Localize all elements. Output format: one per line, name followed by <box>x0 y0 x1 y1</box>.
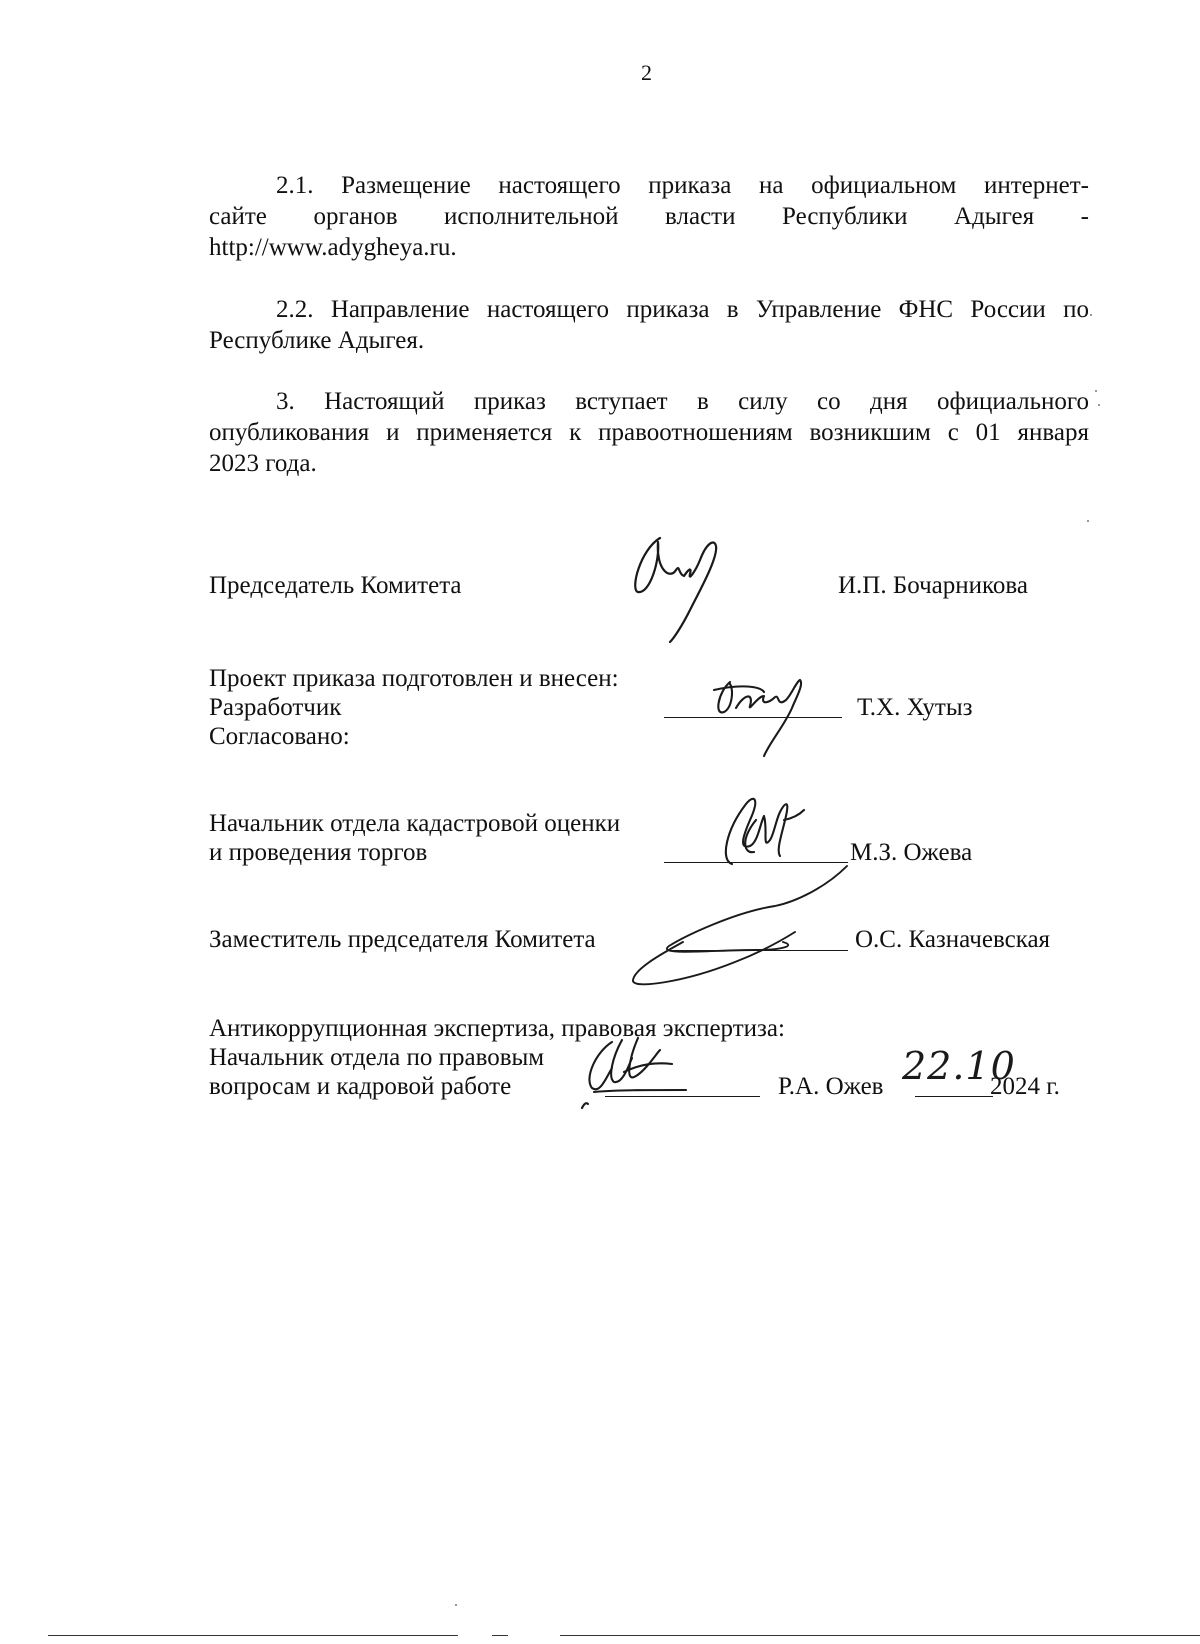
paragraph-3 <box>209 386 1089 479</box>
expertise-name: Р.А. Ожев <box>778 1073 884 1100</box>
expertise-position-line-1: Начальник отдела по правовым <box>209 1044 545 1071</box>
chairman-position: Председатель Комитета <box>209 572 462 599</box>
chairman-name: И.П. Бочарникова <box>838 572 1028 599</box>
paragraph-2-1-line-2: сайте органов исполнительной власти Республики Адыгея - <box>209 203 1089 230</box>
date-underline <box>915 1096 993 1097</box>
chairman-signature <box>630 530 740 650</box>
paragraph-2-2-line-1: 2.2. Направление настоящего приказа в Управление ФНС России по <box>276 296 1089 323</box>
developer-label: Разработчик <box>209 694 342 721</box>
footer-rule <box>560 1635 1200 1636</box>
developer-name: Т.Х. Хутыз <box>857 694 973 721</box>
paragraph-3-line-2: опубликования и применяется к правоотношениям возникшим с 01 января <box>209 419 1089 446</box>
expertise-heading: Антикоррупционная экспертиза, правовая экспертиза: <box>209 1015 785 1042</box>
footer-rule <box>492 1635 508 1636</box>
paragraph-2-1-line-1: 2.1. Размещение настоящего приказа на официальном интернет- <box>276 172 1089 199</box>
cadastral-position-line-1: Начальник отдела кадастровой оценки <box>209 810 621 837</box>
paragraph-2-2 <box>209 294 1089 356</box>
website-url: http://www.adygheya.ru. <box>209 234 457 261</box>
paragraph-2-2-line-2: Республике Адыгея. <box>209 327 425 354</box>
footer-rule <box>48 1635 458 1636</box>
expertise-position-line-2: вопросам и кадровой работе <box>209 1073 512 1100</box>
deputy-position: Заместитель председателя Комитета <box>209 926 596 953</box>
deputy-name: О.С. Казначевская <box>855 926 1051 953</box>
page-number: 2 <box>641 60 652 85</box>
scan-speck <box>1095 390 1097 392</box>
deputy-signature <box>625 862 860 992</box>
scan-speck <box>1087 520 1089 522</box>
developer-signature <box>700 672 850 772</box>
date-year: 2024 г. <box>990 1073 1060 1100</box>
scan-speck <box>455 1604 457 1606</box>
prepared-heading: Проект приказа подготовлен и внесен: <box>209 665 619 692</box>
cadastral-position-line-2: и проведения торгов <box>209 839 428 866</box>
expertise-signature <box>576 1028 696 1113</box>
paragraph-2-1 <box>209 170 1089 263</box>
scan-speck <box>1090 314 1092 316</box>
cadastral-name: М.З. Ожева <box>850 839 973 866</box>
handwritten-date: 22.10 <box>902 1044 1016 1088</box>
paragraph-3-line-1: 3. Настоящий приказ вступает в силу со дня официального <box>276 388 1089 415</box>
scan-speck <box>1098 404 1100 406</box>
paragraph-3-line-3: 2023 года. <box>209 450 317 477</box>
agreed-label: Согласовано: <box>209 723 350 750</box>
